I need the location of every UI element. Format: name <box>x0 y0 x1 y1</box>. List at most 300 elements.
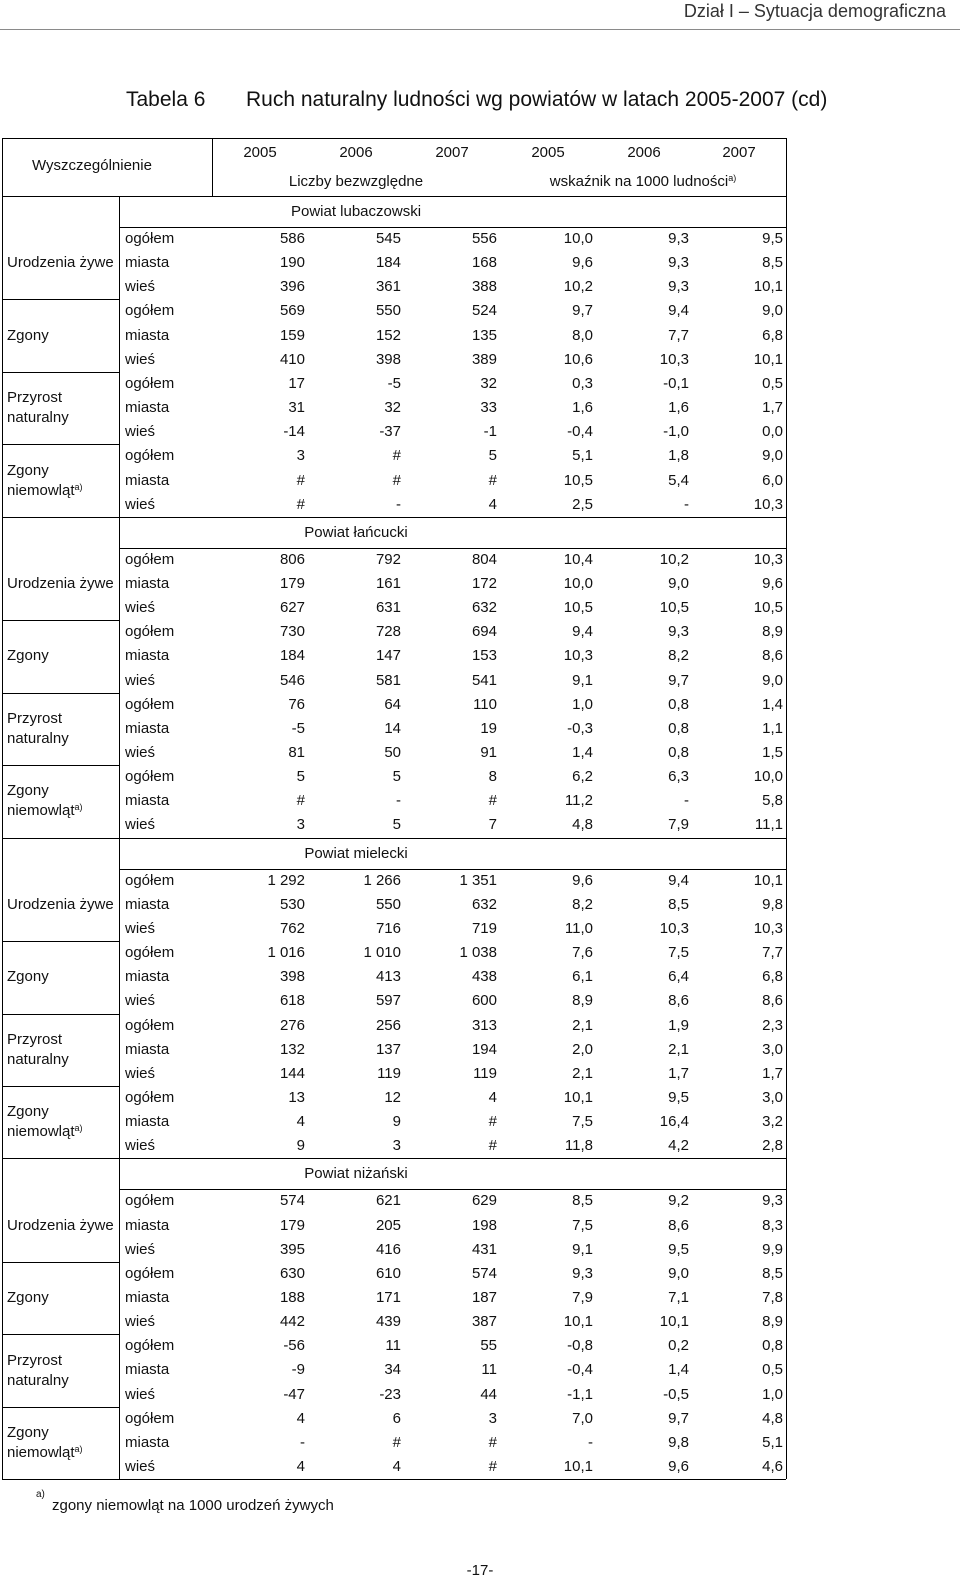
value-cell: 11,8 <box>564 1137 593 1155</box>
value-cell: 9,0 <box>762 302 783 320</box>
value-cell: 137 <box>375 1040 401 1058</box>
group-label-natural-increase <box>7 388 69 428</box>
value-cell: 5,8 <box>762 792 783 810</box>
group-label-line: Zgony <box>7 326 49 344</box>
value-cell: 1,7 <box>762 399 783 417</box>
value-cell: 10,3 <box>659 919 689 937</box>
table-rule <box>2 1407 119 1408</box>
value-cell: 398 <box>375 350 401 368</box>
value-cell: 144 <box>279 1064 305 1082</box>
value-cell: 184 <box>375 254 401 272</box>
value-cell: 10,1 <box>563 1088 593 1106</box>
value-cell: 10,1 <box>563 1458 593 1476</box>
group-label-deaths <box>7 646 49 666</box>
row-label: wieś <box>125 744 156 761</box>
header-year: 2005 <box>531 144 565 161</box>
value-cell: 4,6 <box>762 1458 783 1476</box>
value-cell: - <box>396 792 401 810</box>
section-title: Powiat mielecki <box>304 844 408 862</box>
value-cell: 1,7 <box>668 1064 689 1082</box>
group-label-line: Przyrost <box>7 709 63 727</box>
value-cell: 10,0 <box>563 574 593 592</box>
row-label: ogółem <box>125 1264 175 1282</box>
table-rule <box>2 1479 786 1480</box>
row-label: wieś <box>125 1240 156 1258</box>
group-label-line: Zgony <box>7 1289 49 1307</box>
value-cell: 11,1 <box>754 816 783 834</box>
value-cell: 8,9 <box>762 1313 783 1331</box>
value-cell: 187 <box>471 1289 497 1306</box>
value-cell: 728 <box>375 623 401 641</box>
value-cell: 630 <box>279 1264 305 1282</box>
row-label: miasta <box>125 1289 170 1306</box>
value-cell: 1,1 <box>762 719 783 737</box>
value-cell: - <box>588 1433 593 1451</box>
value-cell: 11 <box>481 1361 497 1379</box>
row-label: ogółem <box>125 230 175 247</box>
value-cell: 7,5 <box>668 944 689 962</box>
value-cell: # <box>392 1433 401 1451</box>
row-label: miasta <box>125 895 170 913</box>
value-cell: 5,4 <box>668 471 689 489</box>
value-cell: 8,6 <box>762 992 783 1010</box>
group-label-natural-increase <box>7 1351 69 1391</box>
header-year: 2005 <box>243 144 277 161</box>
table-rule <box>2 941 119 942</box>
value-cell: 5 <box>488 447 497 465</box>
value-cell: 806 <box>279 550 305 568</box>
group-label-line: naturalny <box>7 1371 69 1389</box>
row-label: ogółem <box>125 1337 175 1355</box>
value-cell: 569 <box>279 302 305 320</box>
value-cell: 31 <box>288 399 305 417</box>
value-cell: 1,8 <box>668 447 689 465</box>
value-cell: -1,1 <box>567 1385 593 1403</box>
value-cell: 6,4 <box>668 968 689 986</box>
row-label: ogółem <box>125 550 175 568</box>
value-cell: 9 <box>392 1113 401 1131</box>
value-cell: 11 <box>385 1337 401 1355</box>
table-rule <box>2 517 786 518</box>
group-label-line: naturalny <box>7 1050 69 1068</box>
row-label: ogółem <box>125 447 175 465</box>
table-rule <box>2 196 786 197</box>
row-label: wieś <box>125 816 156 834</box>
value-cell: 135 <box>471 326 497 344</box>
value-cell: 10,5 <box>563 599 593 617</box>
header-year: 2006 <box>627 144 661 161</box>
value-cell: 1,7 <box>762 1064 783 1082</box>
value-cell: 1 351 <box>459 871 497 889</box>
value-cell: 9,6 <box>572 871 593 889</box>
row-label: wieś <box>125 992 156 1010</box>
table-rule <box>2 765 119 766</box>
value-cell: 5 <box>392 768 401 786</box>
value-cell: 0,8 <box>762 1337 783 1355</box>
table-rule <box>2 138 786 139</box>
value-cell: 9,1 <box>572 1240 593 1258</box>
value-cell: 76 <box>288 695 305 713</box>
group-label-line: Zgony <box>7 647 49 665</box>
group-label-line: naturalny <box>7 409 69 427</box>
value-cell: 91 <box>480 744 497 761</box>
value-cell: 9 <box>296 1137 305 1155</box>
value-cell: 8,5 <box>762 254 783 272</box>
row-label: ogółem <box>125 944 175 962</box>
group-label-line: niemowląt$^{a)}$ <box>7 481 83 499</box>
row-label: wieś <box>125 423 156 441</box>
value-cell: 631 <box>375 599 401 617</box>
header-rate: wskaźnik na 1000 ludności$^{a)}$ <box>549 173 737 190</box>
value-cell: 597 <box>375 992 401 1010</box>
group-label-births <box>7 253 114 273</box>
value-cell: 387 <box>471 1313 497 1331</box>
section-title: Powiat lubaczowski <box>290 203 422 220</box>
value-cell: - <box>396 495 401 513</box>
value-cell: # <box>488 1137 497 1155</box>
value-cell: 600 <box>471 992 497 1010</box>
value-cell: 7,0 <box>572 1409 593 1427</box>
value-cell: 7,5 <box>572 1113 593 1131</box>
value-cell: 431 <box>471 1240 497 1258</box>
header-year: 2007 <box>435 144 469 161</box>
value-cell: 716 <box>375 919 401 937</box>
group-label-line: niemowląt$^{a)}$ <box>7 1123 83 1141</box>
table-rule <box>212 138 213 196</box>
row-label: ogółem <box>125 871 175 889</box>
group-label-infant-deaths <box>7 461 83 501</box>
value-cell: 4 <box>296 1458 305 1476</box>
value-cell: 5,1 <box>572 447 593 465</box>
value-cell: 546 <box>279 671 305 689</box>
value-cell: 8,5 <box>668 895 689 913</box>
value-cell: 198 <box>471 1216 497 1234</box>
table-rule <box>2 838 786 839</box>
value-cell: 179 <box>279 1216 305 1234</box>
table-rule <box>2 1086 119 1087</box>
value-cell: 632 <box>471 895 497 913</box>
value-cell: 410 <box>279 350 305 368</box>
group-label-line: Urodzenia żywe <box>7 254 114 272</box>
value-cell: 188 <box>279 1289 305 1306</box>
group-label-natural-increase <box>7 1030 69 1070</box>
header-year: 2007 <box>722 144 756 161</box>
value-cell: 10,4 <box>563 550 593 568</box>
value-cell: 4 <box>488 1088 497 1106</box>
value-cell: 16,4 <box>659 1113 689 1131</box>
value-cell: 152 <box>375 326 401 344</box>
group-label-infant-deaths <box>7 1102 83 1142</box>
value-cell: - <box>684 792 689 810</box>
value-cell: 574 <box>471 1264 497 1282</box>
value-cell: -47 <box>283 1385 305 1403</box>
value-cell: 50 <box>384 744 401 761</box>
value-cell: 10,1 <box>659 1313 689 1331</box>
row-label: miasta <box>125 471 170 489</box>
value-cell: -56 <box>283 1337 305 1355</box>
value-cell: 7,7 <box>668 326 689 344</box>
value-cell: 550 <box>375 302 401 320</box>
value-cell: 19 <box>480 719 497 737</box>
value-cell: 3,0 <box>762 1088 783 1106</box>
value-cell: 0,5 <box>762 1361 783 1379</box>
value-cell: 8 <box>488 768 497 786</box>
value-cell: 10,6 <box>563 350 593 368</box>
table-rule <box>2 372 119 373</box>
value-cell: # <box>488 471 497 489</box>
value-cell: -0,4 <box>567 1361 593 1379</box>
header-divider <box>0 29 960 30</box>
footnote-ref: a) <box>728 173 737 183</box>
group-label-line: Zgony <box>7 1103 49 1121</box>
value-cell: 2,1 <box>572 1016 593 1034</box>
value-cell: 574 <box>279 1192 305 1210</box>
value-cell: 388 <box>471 278 497 296</box>
value-cell: 632 <box>471 599 497 617</box>
value-cell: 1,5 <box>762 744 783 761</box>
row-label: wieś <box>125 495 156 513</box>
group-label-line: Przyrost <box>7 1030 63 1048</box>
footnote-ref: a) <box>74 802 83 813</box>
value-cell: 10,5 <box>563 471 593 489</box>
value-cell: 64 <box>384 695 401 713</box>
table-caption <box>0 88 960 116</box>
value-cell: 0,8 <box>668 744 689 761</box>
value-cell: 3,2 <box>762 1113 783 1131</box>
table-number: Tabela 6 <box>126 88 206 111</box>
value-cell: 6 <box>392 1409 401 1427</box>
row-label: ogółem <box>125 768 175 786</box>
value-cell: -0,5 <box>663 1385 689 1403</box>
value-cell: 8,2 <box>572 895 593 913</box>
value-cell: 3 <box>296 447 305 465</box>
value-cell: 9,3 <box>668 278 689 296</box>
value-cell: 9,0 <box>762 447 783 465</box>
value-cell: 416 <box>375 1240 401 1258</box>
value-cell: 7,6 <box>572 944 593 962</box>
value-cell: 581 <box>375 671 401 689</box>
value-cell: 10,0 <box>563 230 593 247</box>
value-cell: -1,0 <box>663 423 689 441</box>
value-cell: 398 <box>279 968 305 986</box>
value-cell: 1,0 <box>572 695 593 713</box>
table-title: Ruch naturalny ludności wg powiatów w latach 2005-2007 (cd) <box>246 88 828 111</box>
value-cell: # <box>488 1433 497 1451</box>
value-cell: 5 <box>392 816 401 834</box>
value-cell: 205 <box>375 1216 401 1234</box>
value-cell: 2,0 <box>572 1040 593 1058</box>
row-label: wieś <box>125 278 156 296</box>
value-cell: 17 <box>288 374 305 392</box>
table-rule <box>2 620 119 621</box>
table-rule <box>2 1334 119 1335</box>
value-cell: 9,4 <box>668 871 689 889</box>
row-label: miasta <box>125 1361 170 1379</box>
group-label-line: Urodzenia żywe <box>7 575 114 593</box>
value-cell: 9,3 <box>762 1192 783 1210</box>
row-label: wieś <box>125 671 156 689</box>
footnote-mark: a) <box>36 1489 45 1500</box>
row-label: miasta <box>125 1433 170 1451</box>
value-cell: 610 <box>375 1264 401 1282</box>
value-cell: 9,1 <box>572 671 593 689</box>
value-cell: # <box>296 792 305 810</box>
group-label-line: Zgony <box>7 1423 49 1441</box>
value-cell: 161 <box>375 574 401 592</box>
value-cell: 8,2 <box>668 647 689 665</box>
value-cell: 10,3 <box>753 495 783 513</box>
table-rule <box>2 1158 786 1159</box>
group-label-line: niemowląt$^{a)}$ <box>7 1443 83 1461</box>
value-cell: 10,5 <box>659 599 689 617</box>
value-cell: 9,5 <box>762 230 783 247</box>
value-cell: 0,0 <box>762 423 783 441</box>
value-cell: 9,3 <box>668 254 689 272</box>
value-cell: 7,1 <box>668 1289 689 1306</box>
value-cell: 9,7 <box>668 671 689 689</box>
value-cell: 9,0 <box>762 671 783 689</box>
table-rule <box>2 299 119 300</box>
table-rule <box>2 693 119 694</box>
row-label: ogółem <box>125 1192 175 1210</box>
value-cell: 3 <box>392 1137 401 1155</box>
value-cell: 1,6 <box>572 399 593 417</box>
value-cell: 1,9 <box>668 1016 689 1034</box>
group-label-deaths <box>7 1288 49 1308</box>
value-cell: 1 292 <box>267 871 305 889</box>
value-cell: 14 <box>384 719 401 737</box>
value-cell: 8,0 <box>572 326 593 344</box>
value-cell: 9,0 <box>668 574 689 592</box>
value-cell: 719 <box>471 919 497 937</box>
value-cell: 6,0 <box>762 471 783 489</box>
value-cell: 694 <box>471 623 497 641</box>
value-cell: 6,2 <box>572 768 593 786</box>
value-cell: 13 <box>288 1088 305 1106</box>
table-rule <box>2 1014 119 1015</box>
section-title: Powiat niżański <box>304 1165 408 1183</box>
value-cell: # <box>392 447 401 465</box>
value-cell: 132 <box>279 1040 305 1058</box>
value-cell: 7,5 <box>572 1216 593 1234</box>
value-cell: 8,6 <box>668 1216 689 1234</box>
value-cell: 361 <box>375 278 401 296</box>
value-cell: 8,3 <box>762 1216 783 1234</box>
page-header <box>0 0 960 30</box>
value-cell: 5,1 <box>762 1433 783 1451</box>
group-label-line: Zgony <box>7 968 49 986</box>
group-label-line: Urodzenia żywe <box>7 1216 114 1234</box>
value-cell: -37 <box>379 423 401 441</box>
value-cell: 10,3 <box>563 647 593 665</box>
footnote-text: zgony niemowląt na 1000 urodzeń żywych <box>52 1497 334 1514</box>
value-cell: 2,1 <box>668 1040 689 1058</box>
value-cell: 10,3 <box>753 550 783 568</box>
value-cell: 730 <box>279 623 305 641</box>
group-label-births <box>7 895 114 915</box>
value-cell: # <box>488 792 497 810</box>
row-label: ogółem <box>125 1409 175 1427</box>
value-cell: 184 <box>279 647 305 665</box>
group-label-deaths <box>7 967 49 987</box>
row-label: miasta <box>125 647 170 665</box>
data-table <box>2 138 786 1486</box>
value-cell: 2,5 <box>572 495 593 513</box>
value-cell: 12 <box>384 1088 401 1106</box>
value-cell: -0,4 <box>567 423 593 441</box>
value-cell: 438 <box>471 968 497 986</box>
row-label: ogółem <box>125 623 175 641</box>
value-cell: 545 <box>375 230 401 247</box>
value-cell: 256 <box>375 1016 401 1034</box>
value-cell: 3 <box>488 1409 497 1427</box>
row-label: miasta <box>125 968 170 986</box>
value-cell: 81 <box>288 744 305 761</box>
value-cell: 8,9 <box>572 992 593 1010</box>
value-cell: 10,3 <box>659 350 689 368</box>
row-label: miasta <box>125 399 170 417</box>
value-cell: 586 <box>279 230 305 247</box>
value-cell: # <box>392 471 401 489</box>
value-cell: 0,3 <box>572 374 593 392</box>
group-label-line: Przyrost <box>7 389 63 407</box>
value-cell: 530 <box>279 895 305 913</box>
group-label-line: Zgony <box>7 461 49 479</box>
page-header-title: Dział I – Sytuacja demograficzna <box>683 1 946 21</box>
value-cell: 5 <box>296 768 305 786</box>
value-cell: 0,2 <box>668 1337 689 1355</box>
value-cell: 6,8 <box>762 326 783 344</box>
value-cell: 1 016 <box>267 944 305 962</box>
value-cell: 147 <box>375 647 401 665</box>
value-cell: -9 <box>291 1361 305 1379</box>
value-cell: 9,3 <box>572 1264 593 1282</box>
value-cell: 10,2 <box>659 550 689 568</box>
value-cell: -0,3 <box>567 719 593 737</box>
value-cell: 8,6 <box>668 992 689 1010</box>
table-rule <box>2 138 3 1479</box>
value-cell: 550 <box>375 895 401 913</box>
value-cell: 439 <box>375 1313 401 1331</box>
value-cell: 10,1 <box>753 871 783 889</box>
value-cell: -23 <box>379 1385 401 1403</box>
value-cell: 442 <box>279 1313 305 1331</box>
value-cell: 618 <box>279 992 305 1010</box>
row-label: wieś <box>125 919 156 937</box>
row-label: ogółem <box>125 1016 175 1034</box>
value-cell: 1 266 <box>363 871 401 889</box>
value-cell: 10,2 <box>563 278 593 296</box>
footnote-ref: a) <box>74 1123 83 1134</box>
value-cell: 9,3 <box>668 623 689 641</box>
value-cell: 11,0 <box>564 919 593 937</box>
value-cell: 9,7 <box>572 302 593 320</box>
row-label: miasta <box>125 1216 170 1234</box>
value-cell: 1 038 <box>459 944 497 962</box>
value-cell: 541 <box>471 671 497 689</box>
value-cell: 556 <box>471 230 497 247</box>
value-cell: # <box>488 1458 497 1476</box>
row-label: wieś <box>125 1385 156 1403</box>
value-cell: # <box>296 495 305 513</box>
group-label-infant-deaths <box>7 781 83 821</box>
value-cell: 276 <box>279 1016 305 1034</box>
value-cell: 3 <box>296 816 305 834</box>
value-cell: -0,8 <box>567 1337 593 1355</box>
value-cell: 9,6 <box>572 254 593 272</box>
header-absolute: Liczby bezwzględne <box>288 173 424 190</box>
value-cell: 396 <box>279 278 305 296</box>
